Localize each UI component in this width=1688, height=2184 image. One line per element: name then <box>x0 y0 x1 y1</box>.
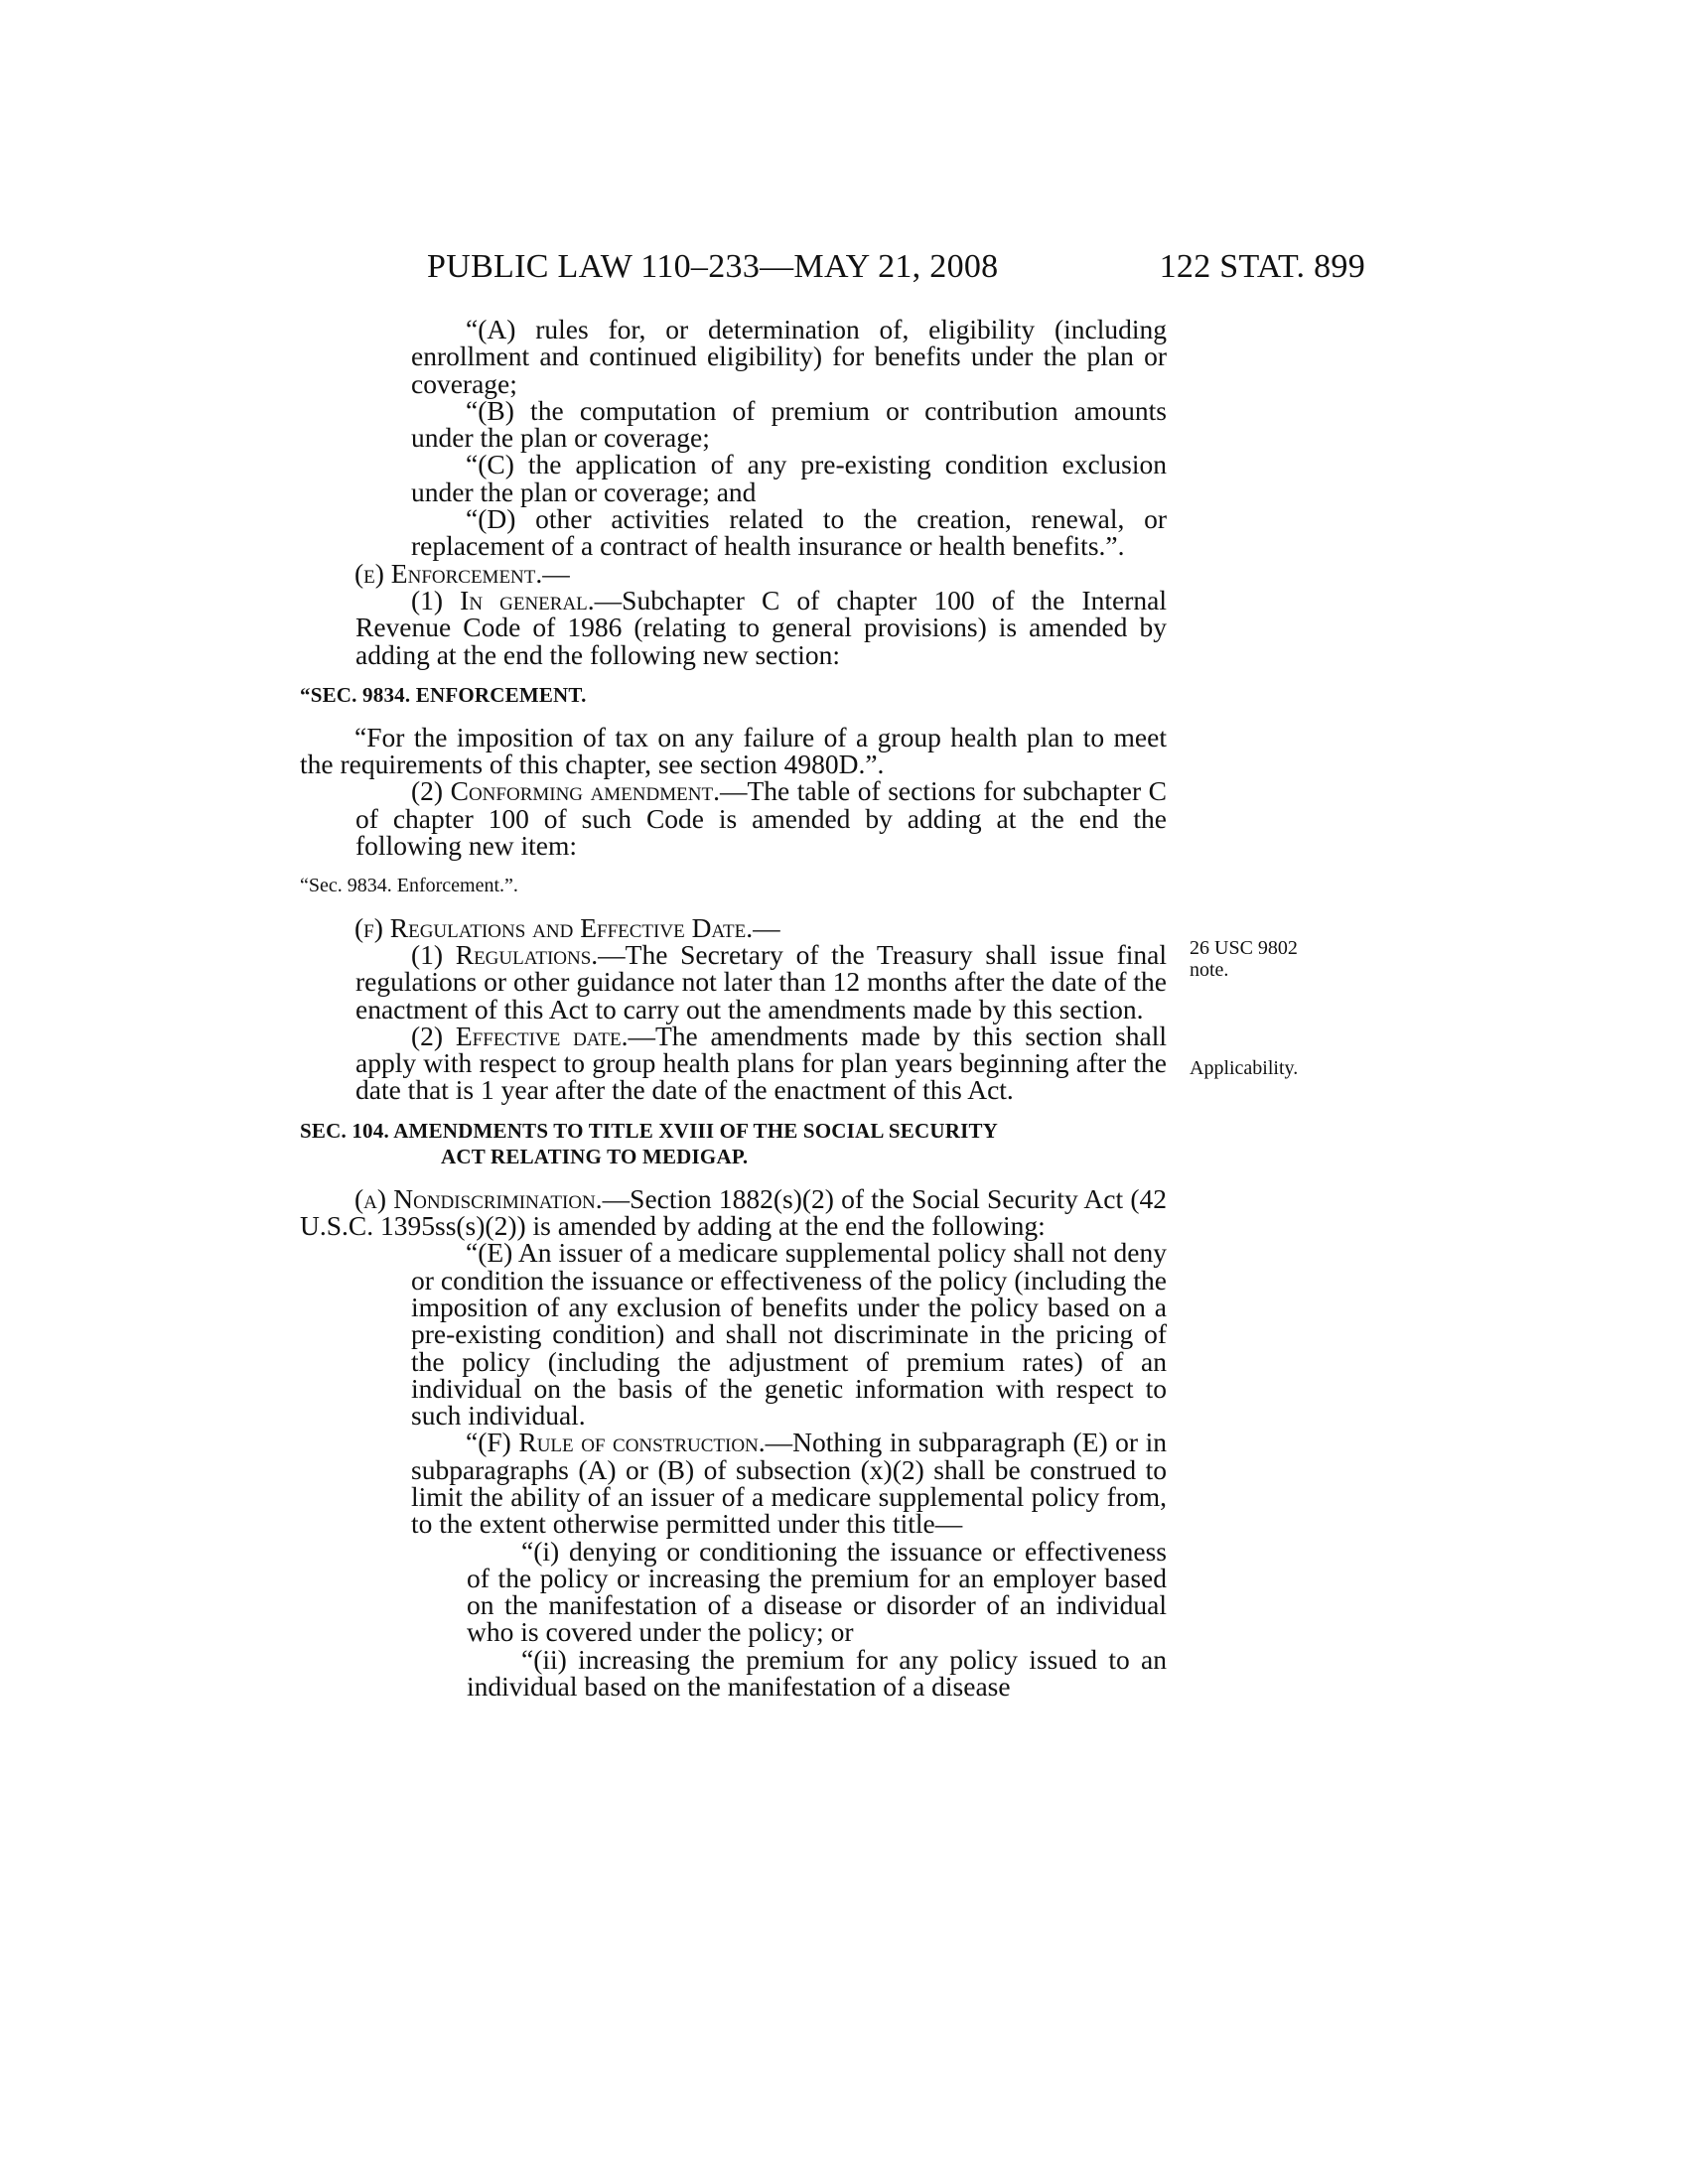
paragraph-e2-text: —The table of sections for subchapter C of chapter 100 of such Code is amended by adding at the end the following new item: <box>355 775 1167 862</box>
subsection-a-nondiscrimination <box>300 1182 1167 1242</box>
paragraph-f1 <box>300 938 1167 1024</box>
paragraph-d-other: “(D) other activities related to the creation, renewal, or replacement of a contract of health insurance or health benefits.”. <box>411 503 1167 562</box>
section-9834-text: “For the imposition of tax on any failure of a group health plan to meet the requirements of this chapter, see section 4980D.”. <box>300 721 1167 780</box>
paragraph-e2-label: (2) Conforming amendment. <box>411 775 720 807</box>
paragraph-b-computation: “(B) the computation of premium or contribution amounts under the plan or coverage; <box>411 394 1167 454</box>
margin-note-applicability: Applicability. <box>1190 1057 1299 1079</box>
paragraph-f2 <box>300 1020 1167 1106</box>
paragraph-f2-text: —The amendments made by this section shall apply with respect to group health plans for plan years beginning after the date that is 1 year after the date of the enactment of this Act. <box>355 1020 1167 1106</box>
subsection-a-nondiscrimination-label: (a) Nondiscrimination. <box>354 1182 603 1214</box>
document-body <box>300 314 1168 1703</box>
subsection-e-heading: (e) Enforcement.— <box>354 557 570 589</box>
paragraph-f1-label: (1) Regulations. <box>411 938 599 970</box>
section-104-heading-line1: SEC. 104. AMENDMENTS TO TITLE XVIII OF THE SOCIAL SECURITY <box>300 1118 999 1143</box>
paragraph-a-rules: “(A) rules for, or determination of, eligibility (including enrollment and continued eligibility) for benefits under the plan or coverage; <box>411 314 1167 399</box>
paragraph-e1-label: (1) In general. <box>411 584 595 615</box>
paragraph-F-text: —Nothing in subparagraph (E) or in subparagraphs (A) or (B) of subsection (x)(2) shall be construed to limit the ability of an issuer of a medicare supplemental policy from, to the extent otherwise permitted under this title— <box>411 1427 1168 1540</box>
paragraph-f2-label: (2) Effective date. <box>411 1020 629 1051</box>
section-104-heading-line2: ACT RELATING TO MEDIGAP. <box>441 1144 749 1168</box>
paragraph-E: “(E) An issuer of a medicare supplemental policy shall not deny or condition the issuance or effectiveness of the policy (including the imposition of any exclusion of benefits under the policy based on a pre-existing condition) and shall not discriminate in the pricing of the policy (including the adjustment of premium rates) of an individual on the basis of the genetic information with respect to such individual. <box>411 1237 1167 1432</box>
paragraph-c-application: “(C) the application of any pre-existing condition exclusion under the plan or coverage; and <box>411 449 1167 507</box>
table-of-sections-item: “Sec. 9834. Enforcement.”. <box>300 875 518 897</box>
clause-ii: “(ii) increasing the premium for any policy issued to an individual based on the manifestation of a disease <box>467 1643 1167 1703</box>
paragraph-f1-text: —The Secretary of the Treasury shall issue final regulations or other guidance not later than 12 months after the date of the enactment of this Act to carry out the amendments made by this section. <box>355 938 1167 1024</box>
clause-i: “(i) denying or conditioning the issuance or effectiveness of the policy or increasing the premium for an employer based on the manifestation of a disease or disorder of an individual who is covered under the policy; or <box>467 1535 1167 1648</box>
section-104-heading <box>300 1118 1167 1169</box>
margin-note-usc-line1: 26 USC 9802 <box>1190 937 1298 959</box>
paragraph-F <box>300 1427 1168 1540</box>
margin-note-usc-line2: note. <box>1190 959 1229 981</box>
margin-note-usc <box>1190 937 1298 981</box>
page-header <box>298 248 1365 288</box>
paragraph-e1-text: —Subchapter C of chapter 100 of the Internal Revenue Code of 1986 (relating to general provisions) is amended by adding at the end the following new section: <box>355 584 1167 670</box>
paragraph-F-label: “(F) Rule of construction. <box>466 1427 766 1458</box>
paragraph-e1 <box>300 584 1167 670</box>
page-number: 122 STAT. 899 <box>1159 248 1365 285</box>
running-title: PUBLIC LAW 110–233—MAY 21, 2008 <box>427 248 999 285</box>
subsection-f-heading: (f) Regulations and Effective Date.— <box>354 911 780 943</box>
section-9834-heading: “SEC. 9834. ENFORCEMENT. <box>300 682 587 707</box>
paragraph-e2 <box>300 775 1167 862</box>
subsection-a-nondiscrimination-text: —Section 1882(s)(2) of the Social Security Act (42 U.S.C. 1395ss(s)(2)) is amended by adding at the end the following: <box>300 1182 1167 1242</box>
